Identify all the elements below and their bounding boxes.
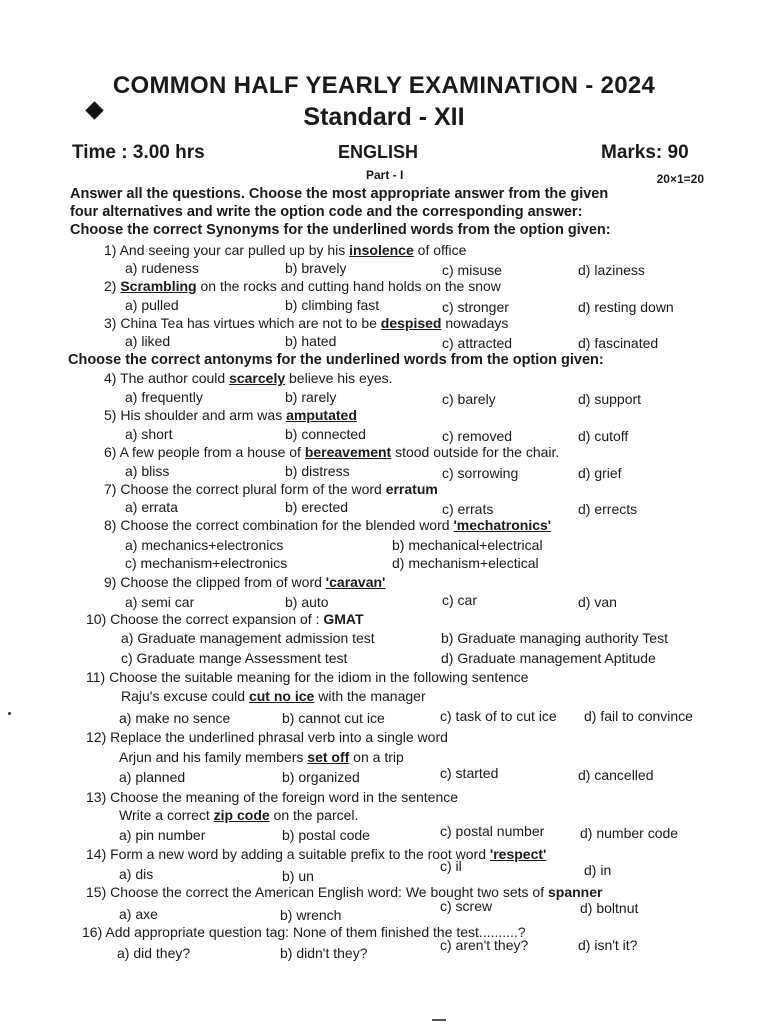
question-text: stood outside for the chair. (391, 444, 560, 460)
option-b: b) postal code (282, 827, 370, 843)
question-text: China Tea has virtues which are not to be (120, 315, 381, 331)
question-5 (104, 407, 357, 423)
question-text: The author could (120, 370, 230, 386)
option-b: b) Graduate managing authority Test (441, 630, 668, 646)
underlined-word: cut no ice (248, 688, 315, 704)
option-c: c) postal number (440, 823, 545, 839)
question-number: 3) (104, 315, 117, 331)
option-d: d) fail to convince (584, 708, 693, 724)
option-a: a) semi car (125, 594, 195, 610)
question-number: 9) (104, 574, 117, 590)
underlined-word: scarcely (229, 370, 286, 386)
option-c: c) sorrowing (442, 465, 519, 481)
question-text: with the manager (314, 688, 426, 704)
question-number: 4) (104, 370, 117, 386)
total-marks: Marks: 90 (601, 142, 689, 163)
instruction-line-2: four alternatives and write the option code and the corresponding answer: (70, 204, 583, 220)
option-b: b) erected (285, 499, 349, 515)
option-b: b) auto (285, 594, 329, 610)
question-text: A few people from a house of (119, 444, 305, 460)
option-a: a) mechanics+electronics (125, 537, 284, 553)
option-c: c) screw (440, 898, 493, 914)
option-d: d) support (578, 391, 642, 407)
question-number: 1) (104, 242, 117, 258)
option-a: a) liked (125, 333, 171, 349)
option-b: b) didn't they? (280, 945, 368, 961)
option-b: b) un (282, 868, 314, 884)
question-text: Replace the underlined phrasal verb into a single word (110, 729, 448, 745)
question-text: Add appropriate question tag: None of them finished the test..........? (105, 924, 526, 940)
option-c: c) stronger (442, 299, 509, 315)
option-b: b) mechanical+electrical (392, 537, 543, 553)
option-c: c) started (440, 765, 499, 781)
underlined-word: 'respect' (489, 846, 547, 862)
question-number: 11) (86, 669, 106, 685)
standard-heading: Standard - XII (303, 103, 465, 131)
question-1 (104, 242, 466, 258)
option-c: c) Graduate mange Assessment test (121, 650, 348, 666)
underlined-word: 'caravan' (325, 574, 386, 590)
question-text: Arjun and his family members (119, 749, 308, 765)
subject-name: ENGLISH (338, 142, 419, 162)
option-b: b) wrench (280, 907, 342, 923)
option-c: c) mechanism+electronics (125, 555, 288, 571)
option-b: b) bravely (285, 260, 347, 276)
option-a: a) dis (119, 866, 154, 882)
option-d: d) resting down (578, 299, 674, 315)
bold-word: spanner (547, 884, 603, 900)
question-text: believe his eyes. (285, 370, 393, 386)
option-b: b) connected (285, 426, 366, 442)
option-d: d) number code (580, 825, 679, 841)
underlined-word: zip code (213, 807, 270, 823)
option-d: d) laziness (578, 262, 645, 278)
underlined-word: amputated (286, 407, 357, 423)
option-a: a) did they? (117, 945, 191, 961)
question-15 (86, 884, 602, 900)
exam-title: COMMON HALF YEARLY EXAMINATION - 2024 (112, 72, 656, 99)
option-a: a) pulled (125, 297, 179, 313)
question-text: Choose the clipped from of word (120, 574, 326, 590)
question-text: Choose the suitable meaning for the idiom in the following sentence (109, 669, 529, 685)
option-b: b) organized (282, 769, 360, 785)
underlined-word: insolence (349, 242, 414, 258)
option-c: c) removed (442, 428, 513, 444)
option-d: d) Graduate management Aptitude (441, 650, 656, 666)
option-d: d) cancelled (578, 767, 654, 783)
option-d: d) grief (578, 465, 622, 481)
question-3 (104, 315, 508, 331)
option-b: b) cannot cut ice (282, 710, 385, 726)
option-a: a) bliss (125, 463, 170, 479)
question-number: 5) (104, 407, 117, 423)
question-11-sentence (121, 688, 426, 704)
option-c: c) barely (442, 391, 496, 407)
question-text: on the rocks and cutting hand holds on the snow (196, 278, 501, 294)
question-number: 6) (104, 444, 117, 460)
option-b: b) rarely (285, 389, 337, 405)
option-d: d) boltnut (580, 900, 639, 916)
question-number: 13) (86, 789, 107, 805)
option-c: c) errats (442, 501, 494, 517)
underlined-word: bereavement (304, 444, 392, 460)
stray-mark (8, 712, 11, 715)
question-text: Choose the correct plural form of the word (120, 481, 386, 497)
option-a: a) axe (119, 906, 158, 922)
question-13 (86, 789, 458, 805)
option-a: a) short (125, 426, 173, 442)
option-c: c) misuse (442, 262, 502, 278)
question-text: Form a new word by adding a suitable prefix to the root word (110, 846, 490, 862)
part-label: Part - I (366, 168, 404, 182)
question-number: 10) (86, 611, 107, 627)
question-text: Write a correct (119, 807, 214, 823)
exam-time: Time : 3.00 hrs (72, 142, 205, 163)
question-14 (86, 846, 546, 862)
question-10 (86, 611, 364, 627)
question-8 (104, 517, 551, 533)
option-a: a) make no sence (119, 710, 231, 726)
option-c: c) aren't they? (440, 937, 529, 953)
option-a: a) pin number (119, 827, 206, 843)
option-d: d) cutoff (578, 428, 629, 444)
question-number: 16) (82, 924, 103, 940)
question-text: on a trip (349, 749, 404, 765)
bold-word: erratum (385, 481, 438, 497)
question-text: His shoulder and arm was (120, 407, 287, 423)
option-c: c) attracted (442, 335, 513, 351)
underlined-word: despised (380, 315, 442, 331)
option-a: a) frequently (125, 389, 203, 405)
question-number: 7) (104, 481, 117, 497)
question-13-sentence (119, 807, 358, 823)
question-text: Choose the correct expansion of : (110, 611, 324, 627)
question-9 (104, 574, 385, 590)
question-11 (86, 669, 529, 685)
synonyms-instruction: Choose the correct Synonyms for the underlined words from the option given: (70, 222, 611, 238)
question-text: nowadays (441, 315, 509, 331)
option-a: a) Graduate management admission test (121, 630, 375, 646)
question-number: 12) (86, 729, 107, 745)
question-12-sentence (119, 749, 404, 765)
question-text: on the parcel. (269, 807, 359, 823)
underlined-word: Scrambling (120, 278, 197, 294)
option-a: a) errata (125, 499, 178, 515)
option-d: d) fascinated (578, 335, 659, 351)
option-c: c) car (442, 592, 477, 608)
option-b: b) climbing fast (285, 297, 380, 313)
option-d: d) in (584, 862, 612, 878)
question-text: Choose the meaning of the foreign word in the sentence (110, 789, 459, 805)
option-d: d) mechanism+electical (392, 555, 539, 571)
question-6 (104, 444, 559, 460)
option-d: d) van (578, 594, 617, 610)
question-number: 14) (86, 846, 107, 862)
page-edge-mark (432, 1019, 446, 1021)
question-number: 15) (86, 884, 107, 900)
question-text: Raju's excuse could (121, 688, 249, 704)
instruction-line-1: Answer all the questions. Choose the most appropriate answer from the given (70, 186, 609, 202)
question-12 (86, 729, 448, 745)
question-7 (104, 481, 438, 497)
antonyms-instruction: Choose the correct antonyms for the underlined words from the option given: (68, 352, 604, 368)
question-2 (104, 278, 501, 294)
part-marks: 20×1=20 (656, 172, 704, 186)
option-b: b) distress (285, 463, 350, 479)
option-b: b) hated (285, 333, 337, 349)
option-d: d) errects (578, 501, 638, 517)
underlined-word: 'mechatronics' (453, 517, 552, 533)
underlined-word: set off (307, 749, 350, 765)
question-number: 2) (104, 278, 117, 294)
question-text: Choose the correct combination for the blended word (120, 517, 454, 533)
question-text: And seeing your car pulled up by his (119, 242, 350, 258)
question-text: of office (413, 242, 467, 258)
option-d: d) isn't it? (578, 937, 638, 953)
question-number: 8) (104, 517, 117, 533)
question-text: Choose the correct the American English word: We bought two sets of (110, 884, 548, 900)
question-4 (104, 370, 393, 386)
option-c: c) il (440, 858, 462, 874)
bold-word: GMAT (323, 611, 364, 627)
option-c: c) task of to cut ice (440, 708, 557, 724)
option-a: a) planned (119, 769, 186, 785)
option-a: a) rudeness (125, 260, 199, 276)
